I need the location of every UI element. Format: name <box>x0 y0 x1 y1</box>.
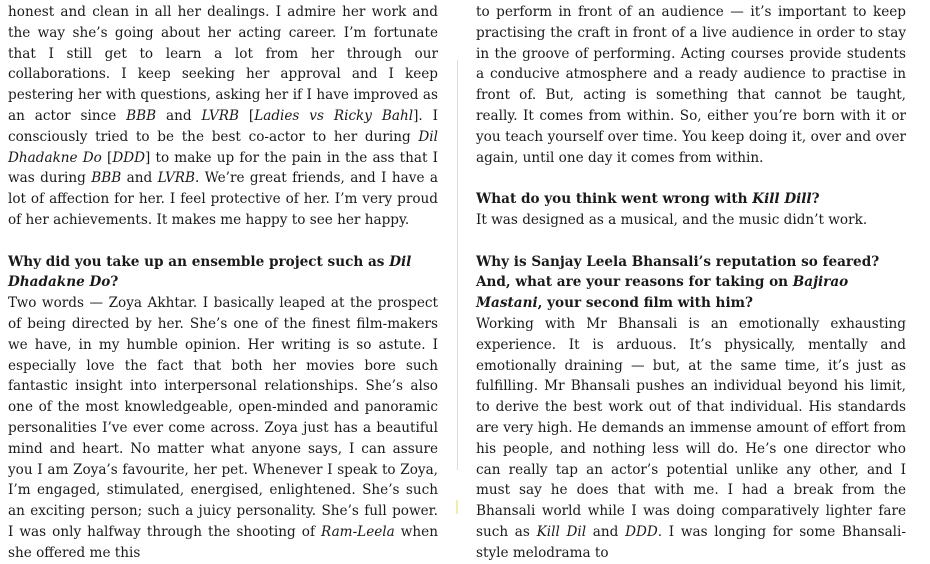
text-run: Working with Mr Bhansali is an emotionally exhausting experience. It is arduous. It’s physically, mentally and emotionally draining — but, at the same time, it’s just as fulfilling. Mr Bhansali pushes an individual beyond his limit, to derive the best work out of that individual. His standards are very high. He demands an immense amount of effort from his people, and nothing less will do. He’s one director who can really tap an actor’s potential unlike any other, and I must say he does that with me. I had a break from the Bhansali world while I was doing comparatively lighter fare such as <box>476 315 906 540</box>
italic-title-text: DDD <box>112 149 146 166</box>
text-run: . We’re great friends, and I have a lot of affection for her. I feel protective of her. I’m very proud of her achievements. It makes me happy to see her happy. <box>8 170 438 228</box>
italic-title-text: Dil Dhadakne Do <box>8 253 412 291</box>
italic-title-text: Dil Dhadakne Do <box>8 128 438 166</box>
answer-bhansali <box>476 314 906 564</box>
text-run: and <box>586 523 626 540</box>
column-divider <box>457 60 458 470</box>
right-column <box>476 2 906 564</box>
text-run: honest and clean in all her dealings. I admire her work and the way she’s going about her acting career. I’m fortunate that I still get to learn a lot from her through our collaborations. I keep seeking her approval and I keep pestering her with questions, asking her if I have improved as an actor since <box>8 4 438 124</box>
text-run: It was designed as a musical, and the music didn’t work. <box>476 211 868 228</box>
text-run: [ <box>238 107 255 124</box>
text-run: Two words — Zoya Akhtar. I basically leaped at the prospect of being directed by her. She’s one of the finest film-makers we have, in my humble opinion. Her writing is so astute. I especially love the fact that both her movies bore such fantastic insight into interpersonal relationships. She’s also one of the most knowledgeable, open-minded and panoramic personalities I’ve ever come across. Zoya just has a beautiful mind and heart. No matter what anyone says, I can assure you I am Zoya’s favourite, her pet. Whenever I speak to Zoya, I’m engaged, stimulated, energised, enlightened. She’s such an exciting person; such a juicy personality. She’s full power. I was only halfway through the shooting of <box>8 295 438 540</box>
answer-acting-paragraph <box>476 2 906 168</box>
question-kill-dill <box>476 189 906 210</box>
italic-title-text: LVRB <box>157 170 196 187</box>
text-run: ? <box>811 191 820 208</box>
italic-title-text: Ram-Leela <box>321 523 395 540</box>
text-run: and <box>121 170 158 187</box>
text-run: Why is Sanjay Leela Bhansali’s reputation so feared? And, what are your reasons for taking on <box>476 253 880 291</box>
text-run: and <box>156 107 202 124</box>
answer-paragraph-1 <box>8 2 438 231</box>
text-run: ]. I consciously tried to be the best co-actor to her during <box>8 107 438 145</box>
text-run: to perform in front of an audience — it’s important to keep practising the craft in front of a live audience in order to stay in the groove of performing. Acting courses provide students a conducive atmosphere and a ready audience to practise in front of. But, acting is something that cannot be taught, really. It comes from within. So, either you’re born with it or you teach yourself over time. You keep doing it, over and over again, until one day it comes from within. <box>476 4 906 166</box>
left-column <box>8 2 438 564</box>
italic-title-text: Bajirao Mastani <box>476 274 849 312</box>
italic-title-text: LVRB <box>201 107 239 124</box>
text-run: [ <box>101 149 113 166</box>
text-run: What do you think went wrong with <box>476 191 753 208</box>
answer-zoya-akhtar <box>8 293 438 563</box>
text-run: Why did you take up an ensemble project such as <box>8 253 390 270</box>
italic-title-text: BBB <box>126 107 157 124</box>
text-run: when she offered me this <box>8 523 438 561</box>
question-bhansali <box>476 252 906 314</box>
text-run: ] to make up for the pain in the ass that I was during <box>8 149 438 187</box>
italic-title-text: Ladies vs Ricky Bahl <box>254 107 414 124</box>
italic-title-text: BBB <box>91 170 122 187</box>
italic-title-text: Kill Dil <box>536 523 587 540</box>
italic-title-text: DDD <box>625 523 658 540</box>
divider-mark <box>456 500 458 514</box>
text-run: , your second film with him? <box>537 295 753 312</box>
text-run: . I was longing for some Bhansali-style melodrama to <box>476 523 906 561</box>
paragraph-gap <box>8 231 438 252</box>
text-run: ? <box>110 274 119 291</box>
question-ensemble-project <box>8 252 438 294</box>
paragraph-gap <box>476 231 906 252</box>
paragraph-gap <box>476 168 906 189</box>
answer-kill-dill <box>476 210 906 231</box>
italic-title-text: Kill Dill <box>752 191 812 208</box>
